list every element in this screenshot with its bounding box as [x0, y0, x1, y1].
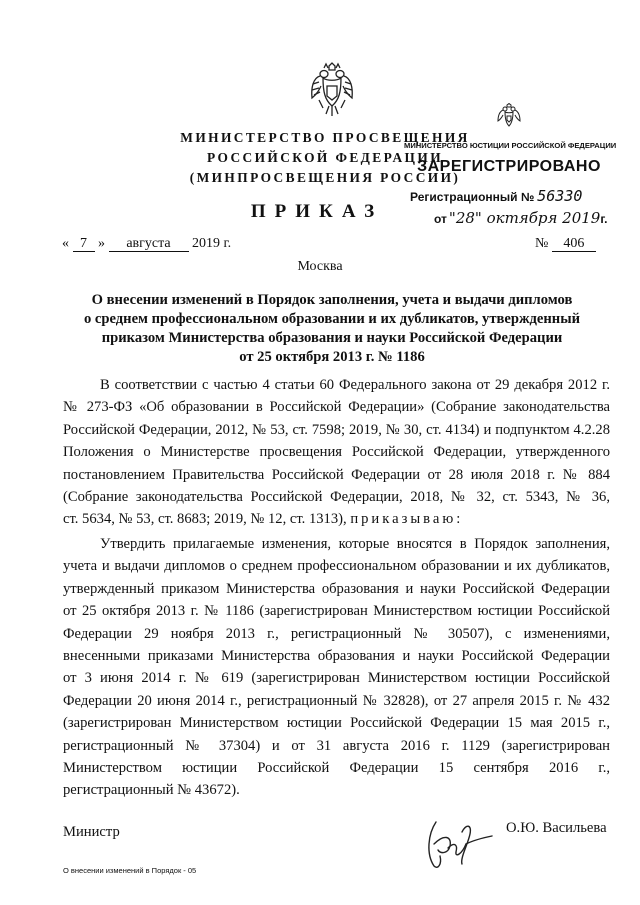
order-day: 7: [73, 236, 95, 252]
footer-note: О внесении изменений в Порядок - 05: [63, 866, 197, 875]
text-line: Федерации 29 ноября 2013 г., регистрационный № 30507), с изменениями,: [63, 625, 610, 642]
order-heading: [62, 291, 602, 367]
order-month: августа: [109, 236, 189, 252]
text-line: утвержденный приказом Министерства образования и науки Российской Федерации: [63, 580, 610, 597]
text-line: № 273-ФЗ «Об образовании в Российской Федерации» (Собрание законодательства: [63, 399, 610, 416]
stamp-status: ЗАРЕГИСТРИРОВАНО: [417, 158, 601, 175]
heading-line: приказом Министерства образования и науки Российской Федерации: [101, 330, 563, 346]
order-date: [62, 236, 231, 252]
order-city: Москва: [297, 259, 343, 274]
text-line: В соответствии с частью 4 статьи 60 Федерального закона от 29 декабря 2012 г.: [100, 377, 610, 393]
text-line: (Собрание законодательства Российской Федерации, 2018, № 32, ст. 5343, № 36,: [63, 489, 610, 506]
russian-double-headed-eagle-icon: [496, 103, 522, 129]
date-open-quote: «: [62, 236, 69, 251]
order-title: ПРИКАЗ: [250, 201, 384, 222]
russian-double-headed-eagle-icon: [309, 62, 355, 120]
paragraph-preamble: [63, 374, 610, 531]
stamp-reg-number: 56330: [537, 187, 583, 205]
stamp-date: [434, 209, 608, 227]
text-line: учета и выдачи дипломов о среднем профессиональном образовании и их дубликатов,: [63, 558, 610, 575]
stamp-reg-label: Регистрационный №: [410, 190, 535, 204]
stamp-date-handwritten: "28" октября 2019: [448, 209, 601, 227]
ministry-line-1: МИНИСТЕРСТВО ПРОСВЕЩЕНИЯ: [180, 130, 470, 145]
text-line: [63, 508, 610, 530]
text-line: Российской Федерации, 2012, № 53, ст. 7598; 2019, № 30, ст. 4134) и подпунктом 4.2.28: [63, 421, 610, 438]
text-line: от 25 октября 2013 г. № 1186 (зарегистрирован Министерством юстиции Российской: [63, 603, 610, 620]
text-line: Утвердить прилагаемые изменения, которые вносятся в Порядок заполнения,: [100, 536, 610, 552]
text-line: внесенными приказами Министерства образования и науки Российской Федерации: [63, 648, 610, 665]
text-line: постановлением Правительства Российской Федерации от 28 июля 2018 г. № 884: [63, 466, 610, 483]
text-line: регистрационный № 37304) и от 31 августа 2016 г. 1129 (зарегистрирован: [63, 737, 610, 754]
text-line: Положения о Министерстве просвещения Российской Федерации, утвержденного: [63, 444, 610, 461]
order-year: 2019 г.: [192, 236, 232, 251]
date-close-quote: »: [98, 236, 105, 251]
order-number-label: №: [535, 236, 549, 251]
text-line: от 3 июня 2014 г. № 619 (зарегистрирован Министерством юстиции Российской: [63, 670, 610, 687]
stamp-registration-number: [410, 187, 582, 205]
decree-word: приказываю:: [350, 511, 464, 528]
signer-position: Министр: [63, 824, 120, 840]
heading-line: О внесении изменений в Порядок заполнения, учета и выдачи дипломов: [91, 292, 573, 308]
ministry-line-3: (МИНПРОСВЕЩЕНИЯ РОССИИ): [189, 170, 461, 185]
stamp-date-suffix: г.: [600, 212, 608, 226]
heading-line: о среднем профессиональном образовании и их дубликатов, утвержденный: [83, 311, 581, 327]
order-number: [535, 236, 596, 252]
heading-line: от 25 октября 2013 г. № 1186: [239, 349, 425, 365]
stamp-agency: МИНИСТЕРСТВО ЮСТИЦИИ РОССИЙСКОЙ ФЕДЕРАЦИИ: [404, 141, 617, 150]
paragraph-decision: [63, 533, 610, 802]
preamble-last-line: ст. 5634, № 53, ст. 8683; 2019, № 12, ст. 1313),: [63, 511, 347, 528]
stamp-date-prefix: от: [434, 212, 447, 226]
text-line: (зарегистрирован Министерством юстиции Российской Федерации 15 мая 2015 г.,: [63, 715, 610, 732]
order-number-value: 406: [552, 236, 596, 252]
registration-stamp: [404, 97, 617, 230]
ministry-line-2: РОССИЙСКОЙ ФЕДЕРАЦИИ: [206, 150, 444, 165]
text-line: Министерством юстиции Российской Федерации 15 сентября 2016 г.,: [63, 760, 610, 777]
text-line: Федерации 20 июня 2014 г., регистрационный № 32828), от 27 апреля 2015 г. № 432: [63, 692, 610, 709]
handwritten-signature: [422, 814, 497, 874]
text-line: регистрационный № 43672).: [63, 782, 240, 799]
signer-name: О.Ю. Васильева: [506, 820, 607, 836]
